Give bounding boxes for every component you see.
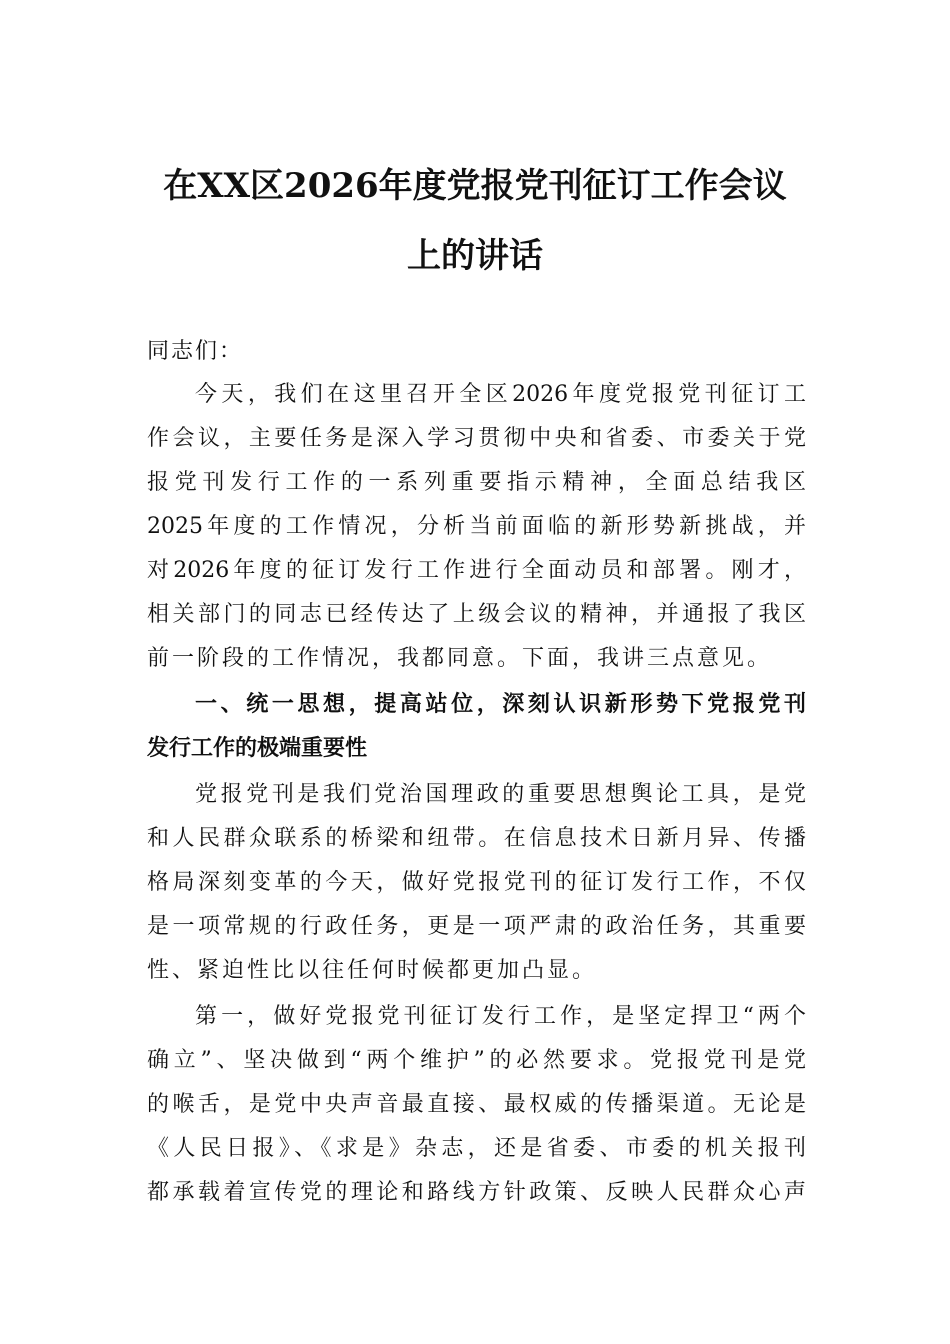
- paragraph-2-line-3: 格局深刻变革的今天，做好党报党刊的征订发行工作，不仅: [147, 870, 806, 895]
- paragraph-1-line-5: 对2026年度的征订发行工作进行全面动员和部署。刚才，: [147, 558, 806, 583]
- paragraph-1-line-1: 今天，我们在这里召开全区2026年度党报党刊征订工: [195, 382, 806, 407]
- paragraph-3-line-3: 的喉舌，是党中央声音最直接、最权威的传播渠道。无论是: [147, 1092, 806, 1117]
- paragraph-3-line-2: 确立”、坚决做到“两个维护”的必然要求。党报党刊是党: [147, 1048, 806, 1073]
- section-heading-1-line-1: 一、统一思想，提高站位，深刻认识新形势下党报党刊: [195, 692, 806, 717]
- paragraph-1-line-3: 报党刊发行工作的一系列重要指示精神，全面总结我区: [147, 470, 806, 495]
- paragraph-3-line-1: 第一，做好党报党刊征订发行工作，是坚定捍卫“两个: [195, 1004, 806, 1029]
- document-title-line-1: 在XX区2026年度党报党刊征订工作会议: [163, 166, 787, 206]
- paragraph-1-line-4: 2025年度的工作情况，分析当前面临的新形势新挑战，并: [147, 514, 806, 539]
- paragraph-3-line-5: 都承载着宣传党的理论和路线方针政策、反映人民群众心声: [147, 1180, 806, 1205]
- paragraph-1-line-6: 相关部门的同志已经传达了上级会议的精神，并通报了我区: [147, 602, 806, 627]
- salutation: 同志们：: [147, 339, 244, 364]
- paragraph-1-line-2: 作会议，主要任务是深入学习贯彻中央和省委、市委关于党: [147, 426, 806, 451]
- paragraph-1-line-7: 前一阶段的工作情况，我都同意。下面，我讲三点意见。: [147, 646, 773, 671]
- paragraph-2-line-1: 党报党刊是我们党治国理政的重要思想舆论工具，是党: [195, 782, 806, 807]
- paragraph-2-line-2: 和人民群众联系的桥梁和纽带。在信息技术日新月异、传播: [147, 826, 806, 851]
- paragraph-2-line-5: 性、紧迫性比以往任何时候都更加凸显。: [147, 958, 598, 983]
- paragraph-2-line-4: 是一项常规的行政任务，更是一项严肃的政治任务，其重要: [147, 914, 806, 939]
- section-heading-1-line-2: 发行工作的极端重要性: [147, 736, 368, 761]
- document-title-line-2: 上的讲话: [407, 236, 543, 276]
- paragraph-3-line-4: 《人民日报》、《求是》杂志，还是省委、市委的机关报刊: [147, 1136, 806, 1161]
